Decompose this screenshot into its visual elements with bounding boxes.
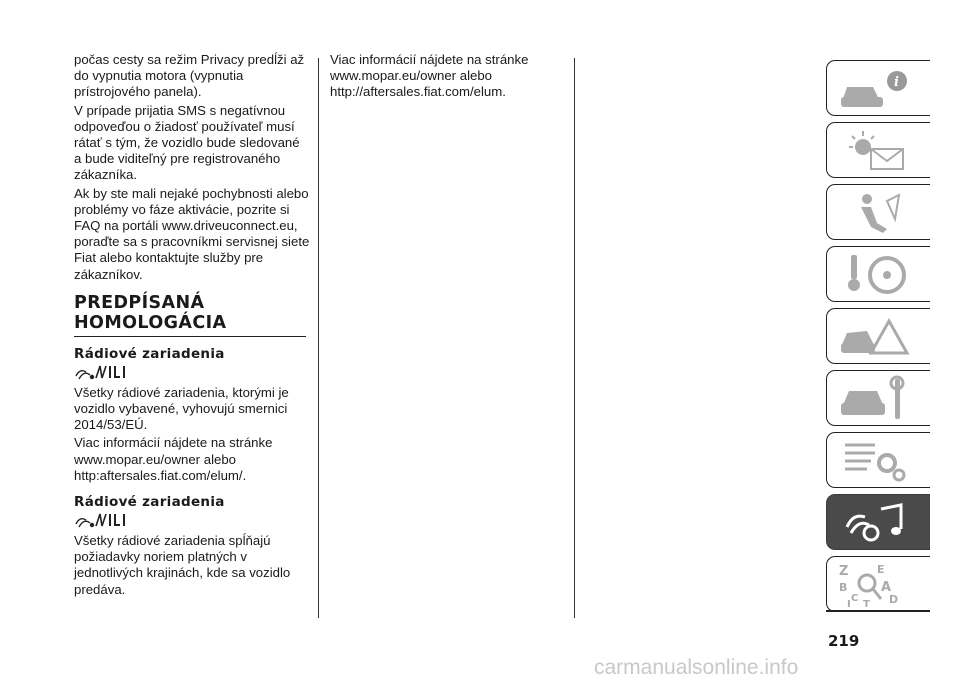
page-number: 219 — [828, 632, 860, 650]
index-letter: T — [863, 599, 870, 609]
paragraph: Ak by ste mali nejaké pochybnosti alebo problémy vo fáze aktivácie, pozrite si FAQ na portáli www.driveuconnect.eu, poraďte sa s pracovníkmi servisnej siete Fiat alebo kontaktujte služby pre zákazníkov. — [74, 185, 310, 282]
paragraph: počas cesty sa režim Privacy predĺži až do vypnutia motora (vypnutia prístrojového panela). — [74, 52, 305, 100]
text-column-left — [74, 52, 310, 600]
svg-text:i: i — [894, 75, 899, 90]
index-letter: B — [839, 581, 848, 594]
tab-index[interactable] — [826, 556, 930, 612]
tab-warning-lights[interactable] — [826, 122, 930, 178]
subheading: Rádiové zariadenia — [74, 494, 225, 511]
column-divider — [574, 58, 575, 618]
key-steering-wheel-icon — [837, 251, 917, 299]
tab-multimedia[interactable] — [826, 494, 930, 550]
car-info-icon — [837, 65, 917, 113]
section-heading-line1: PREDPÍSANÁ — [74, 292, 205, 313]
tab-car-info[interactable] — [826, 60, 930, 116]
paragraph: Všetky rádiové zariadenia spĺňajú požiadavky noriem platných v jednotlivých krajinách, kde sa vozidlo predáva. — [74, 533, 291, 597]
multimedia-music-icon — [837, 499, 917, 547]
tab-starting-driving[interactable] — [826, 246, 930, 302]
alphabetical-index-icon — [837, 561, 917, 609]
tab-safety[interactable] — [826, 184, 930, 240]
radio-equipment-icon — [74, 512, 134, 530]
tab-technical-data[interactable] — [826, 432, 930, 488]
car-accident-warning-icon — [837, 313, 917, 361]
index-letter: E — [877, 563, 885, 576]
paragraph: Viac informácií nájdete na stránke www.mopar.eu/owner alebo http://aftersales.fiat.com/elum. — [330, 52, 529, 100]
index-letter: A — [881, 580, 892, 595]
warning-lights-message-icon — [837, 127, 917, 175]
radio-equipment-icon — [74, 364, 134, 382]
index-letter: I — [847, 599, 851, 609]
index-letter: Z — [839, 564, 849, 579]
subheading: Rádiové zariadenia — [74, 345, 225, 362]
text-column-middle — [330, 52, 566, 103]
index-letter: C — [851, 593, 859, 604]
watermark: carmanualsonline.info — [594, 656, 799, 679]
tab-maintenance[interactable] — [826, 370, 930, 426]
airbag-seat-icon — [837, 189, 917, 237]
tab-emergency[interactable] — [826, 308, 930, 364]
paragraph: Viac informácií nájdete na stránke www.mopar.eu/owner alebo http:aftersales.fiat.com/elum/. — [74, 435, 273, 483]
paragraph: V prípade prijatia SMS s negatívnou odpoveďou o žiadosť používateľ musí rátať s tým, že vozidlo bude sledované a bude viditeľný pre registrovaného zákazníka. — [74, 102, 300, 183]
technical-data-gears-icon — [837, 437, 917, 485]
paragraph: Všetky rádiové zariadenia, ktorými je vozidlo vybavené, vyhovujú smernici 2014/53/EÚ. — [74, 384, 289, 433]
index-letter: D — [889, 593, 899, 606]
tabs-bottom-rule — [826, 610, 930, 612]
heading-divider — [74, 336, 306, 337]
column-divider — [318, 58, 319, 618]
section-heading — [74, 293, 310, 333]
section-heading-line2: HOMOLOGÁCIA — [74, 312, 227, 333]
car-maintenance-icon — [837, 375, 917, 423]
